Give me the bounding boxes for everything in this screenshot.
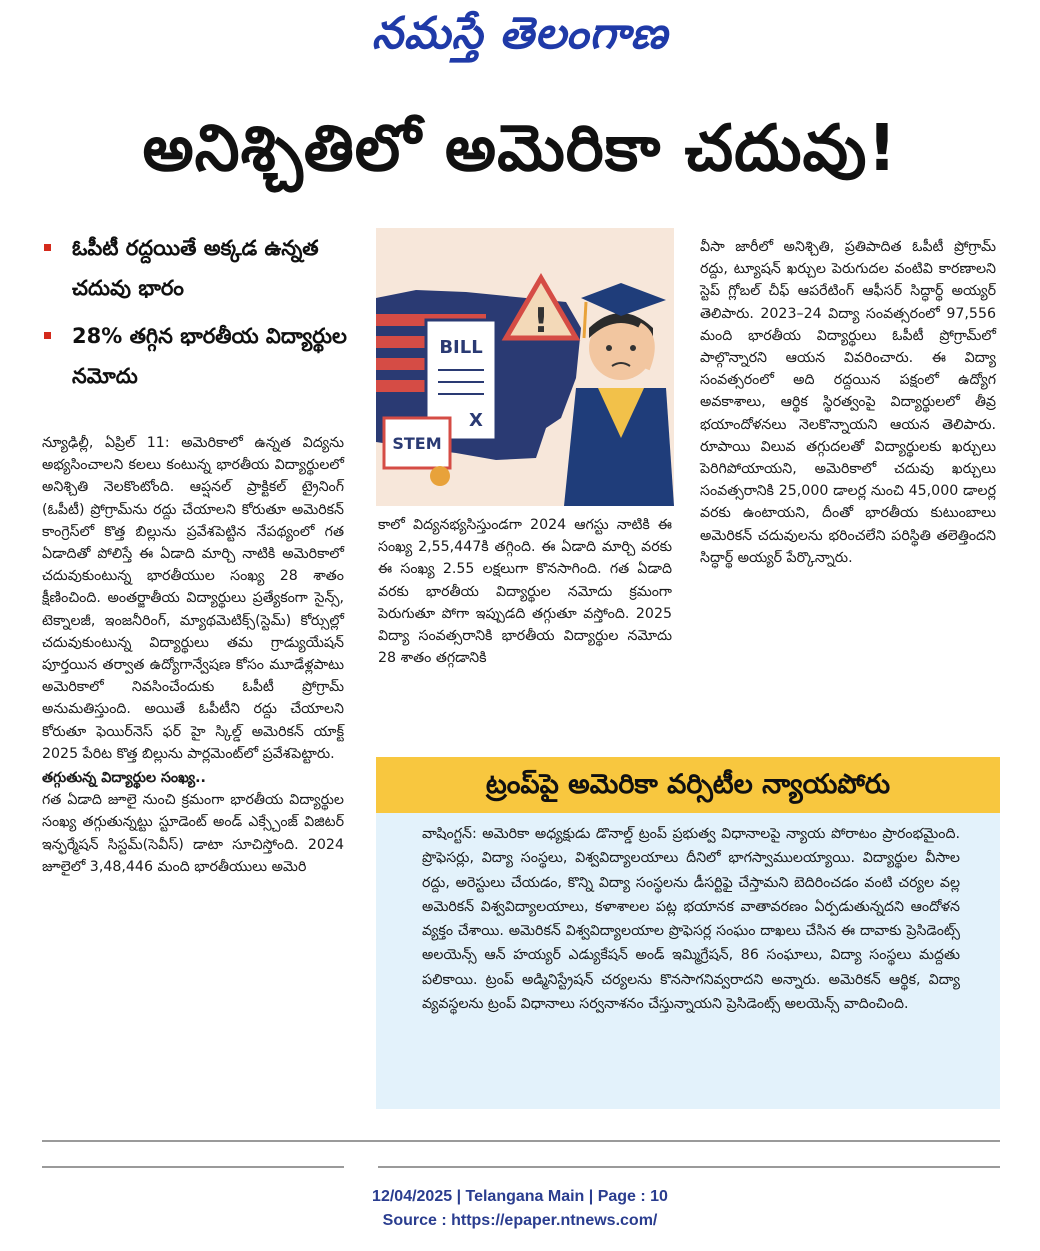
sidebar-text: వాషింగ్టన్: అమెరికా అధ్యక్షుడు డొనాల్డ్ ట్రంప్ ప్రభుత్వ విధానాలపై న్యాయ పోరాటం ప్రారంభమైంది. ప్రొఫెసర్లు, విద్యా సంస్థలు, విశ్వవిద్యాలయాలు దీనిలో భాగస్వాములయ్యాయి. విద్యార్థుల వీసాల రద్దు, అరెస్టులు చేయడం, కొన్ని విద్యా సంస్థలను డీసర్టిఫై చేస్తామని బెదిరించడం వంటి చర్యల వల్ల అమెరికన్ విశ్వవిద్యాలయాలు, కళాశాలల పట్ల భయానక వాతావరణం ఏర్పడుతున్నదని ఆందోళన వ్యక్తం చేశాయి. అమెరికన్ విశ్వవిద్యాలయాల ప్రొఫెసర్ల సంఘం దాఖలు చేసిన ఈ దావాకు ప్రెసిడెంట్స్ అలయెన్స్ ఆన్ హయ్యర్ ఎడ్యుకేషన్ అండ్ ఇమ్మిగ్రేషన్, 86 సంఘాలు, విద్యా సంస్థలు మద్దతు పలికాయి. ట్రంప్ అడ్మినిస్ట్రేషన్ చర్యలను కొనసాగనివ్వరాదని అన్నారు. అమెరికన్ ఆర్థిక, విద్యా వ్యవస్థలను ట్రంప్ విధానాలు సర్వనాశనం చేస్తున్నాయని ప్రెసిడెంట్స్ అలయెన్స్ వాదించింది. — [422, 826, 960, 1013]
footer-dateline: 12/04/2025 | Telangana Main | Page : 10 — [372, 1188, 668, 1205]
article-paragraph: వీసా జారీలో అనిశ్చితి, ప్రతిపాదిత ఓపీటీ ప్రోగ్రామ్ రద్దు, ట్యూషన్ ఖర్చుల పెరుగుదల వంటివి కారణాలని స్టెప్ గ్లోబల్ చీఫ్ ఆపరేటింగ్ ఆఫీసర్ సిద్ధార్థ్ అయ్యర్ తెలిపారు. 2023–24 విద్యా సంవత్సరంలో 97,556 మంది భారతీయ విద్యార్థులు ఓపీటీ ప్రోగ్రామ్‌లో పాల్గొన్నారని ఆయన వివరించారు. ఈ విద్యా సంవత్సరంలో అది రద్దయిన పక్షంలో ఉద్యోగ అవకాశాలు, ఆర్థిక స్థిరత్వంపై విద్యార్థులలో తీవ్ర భయాందోళనలు నెలకొన్నాయని ఆయన తెలిపారు. రూపాయి విలువ తగ్గుదలతో విద్యార్థులకు ఖర్చులు పెరిగిపోయాయని, అమెరికాలో చదువు ఖర్చులు సంవత్సరానికి 25,000 డాలర్ల నుంచి 45,000 డాలర్ల వరకు ఉంటాయని, దీంతో భారతీయ కుటుంబాలు అమెరికన్ చదువులను భరించలేని పరిస్థితి తలెత్తిందని సిద్ధార్థ్ అయ్యర్ పేర్కొన్నారు. — [700, 239, 996, 566]
bill-x-mark: X — [469, 410, 483, 431]
article-paragraph: న్యూఢిల్లీ, ఏప్రిల్ 11: అమెరికాలో ఉన్నత విద్యను అభ్యసించాలని కలలు కంటున్న భారతీయ విద్యార్థులలో అనిశ్చితి నెలకొంటోంది. ఆప్షనల్ ప్రాక్టికల్ ట్రైనింగ్ (ఓపీటీ) ప్రోగ్రామ్‌ను రద్దు చేయాలని కోరుతూ అమెరికన్ కాంగ్రెస్‌లో కొత్త బిల్లును ప్రవేశపెట్టిన నేపథ్యంలో గత ఏడాదితో పోలిస్తే ఈ ఏడాది మార్చి నాటికి అమెరికాలో చదువుకుంటున్న భారతీయుల సంఖ్య 28 శాతం క్షీణించింది. అంతర్జాతీయ విద్యార్థులు ప్రత్యేకంగా సైన్స్, టెక్నాలజీ, ఇంజనీరింగ్, మ్యాథమెటిక్స్(స్టెమ్) కోర్సుల్లో చదువుకుంటున్న విద్యార్థులు తమ గ్రాడ్యుయేషన్ పూర్తయిన తర్వాత ఉద్యోగాన్వేషణ కోసం మూడేళ్లపాటు అమెరికాలో నివసించేందుకు ఓపీటీ ప్రోగ్రామ్ అనుమతిస్తుంది. అయితే ఓపీటీని రద్దు చేయాలని కోరుతూ ఫెయిర్‌నెస్ ఫర్ హై స్కిల్డ్ అమెరికన్ యాక్ట్ 2025 పేరిట కొత్త బిల్లును పార్లమెంట్‌లో ప్రవేశపెట్టారు. — [42, 435, 344, 762]
divider-line — [42, 1166, 344, 1168]
footer-source: Source : https://epaper.ntnews.com/ — [382, 1212, 658, 1229]
student-bill-illustration — [376, 228, 674, 506]
square-bullet-icon — [44, 244, 51, 251]
warning-mark: ! — [533, 301, 549, 341]
highlight-bullets — [44, 228, 364, 396]
bullet-item — [44, 316, 364, 396]
divider-line — [42, 1140, 1000, 1142]
article-illustration — [376, 228, 674, 506]
masthead-logo: నమస్తే తెలంగాణ — [371, 8, 669, 59]
article-column-2 — [378, 514, 672, 669]
bullet-text: ఓపీటీ రద్దయితే అక్కడ ఉన్నత చదువు భారం — [72, 236, 319, 300]
bill-label: BILL — [439, 337, 483, 358]
square-bullet-icon — [44, 332, 51, 339]
bullet-item — [44, 228, 364, 308]
article-paragraph: కాలో విద్యనభ్యసిస్తుండగా 2024 ఆగస్టు నాటికి ఈ సంఖ్య 2,55,447కి తగ్గింది. ఈ ఏడాది మార్చి వరకు ఈ సంఖ్య 2.55 లక్షలుగా కొనసాగింది. గత ఏడాది వరకు భారతీయ విద్యార్థుల నమోదు క్రమంగా పెరుగుతూ పోగా ఇప్పుడది తగ్గుతూ వస్తోంది. 2025 విద్యా సంవత్సరానికి భారతీయ విద్యార్థుల నమోదు 28 శాతం తగ్గడానికి — [378, 517, 672, 667]
divider-line — [378, 1166, 1000, 1168]
article-paragraph: గత ఏడాది జూలై నుంచి క్రమంగా భారతీయ విద్యార్థుల సంఖ్య తగ్గుతున్నట్టు స్టూడెంట్ అండ్ ఎక్స్చేంజ్ విజిటర్ ఇన్ఫర్మేషన్ సిస్టమ్(సెవీస్) డాటా సూచిస్తోంది. 2024 జూలైలో 3,48,446 మంది భారతీయులు అమెరి — [42, 792, 344, 875]
article-column-3 — [700, 236, 996, 569]
headline: అనిశ్చితిలో అమెరికా చదువు! — [142, 112, 898, 186]
article-column-1 — [42, 432, 344, 878]
stem-label: STEM — [392, 434, 442, 453]
article-subhead: తగ్గుతున్న విద్యార్థుల సంఖ్య.. — [42, 770, 206, 787]
bullet-text: 28% తగ్గిన భారతీయ విద్యార్థుల నమోదు — [72, 324, 347, 388]
sidebar-title: ట్రంప్‌పై అమెరికా వర్సిటీల న్యాయపోరు — [376, 757, 1000, 813]
